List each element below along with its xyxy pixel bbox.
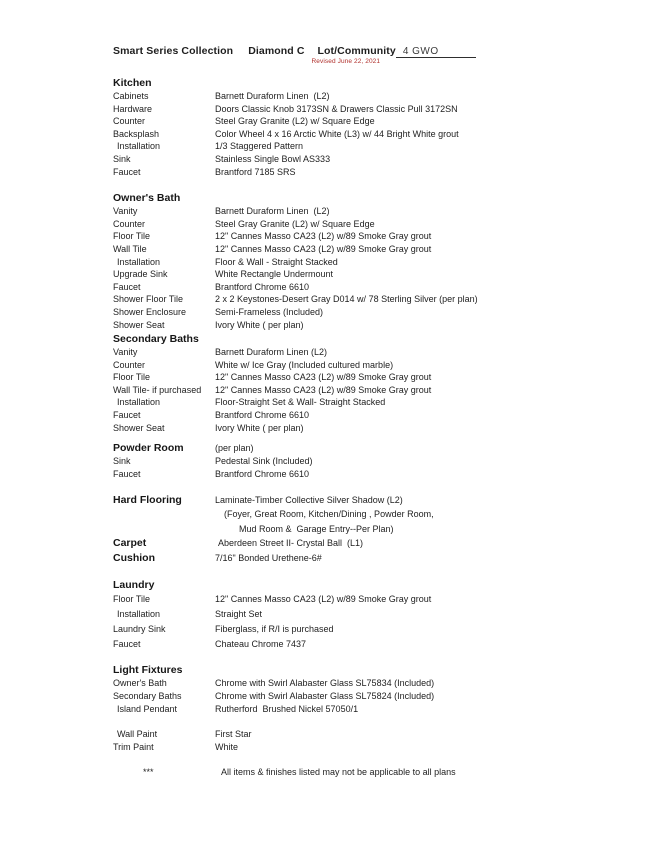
row-label: Counter [113, 359, 146, 370]
row-label: Owner's Bath [113, 678, 167, 689]
row-value: 7/16" Bonded Urethene-6# [215, 552, 322, 563]
section-inline-value: (per plan) [215, 443, 254, 454]
row-value: 12" Cannes Masso CA23 (L2) w/89 Smoke Gray grout [215, 231, 432, 242]
spec-row [113, 551, 614, 565]
row-value: Stainless Single Bowl AS333 [215, 153, 331, 164]
section-title-row [113, 578, 614, 592]
spec-row [113, 243, 614, 256]
spec-row [113, 607, 614, 622]
row-label: Shower Floor Tile [113, 294, 184, 305]
row-label: Counter [113, 116, 146, 127]
spec-row [113, 90, 614, 103]
revised-note: Revised June 22, 2021 [311, 58, 381, 65]
row-value: Color Wheel 4 x 16 Arctic White (L3) w/ 44 Bright White grout [215, 128, 459, 139]
row-label: Hardware [113, 103, 153, 114]
row-value: Doors Classic Knob 3173SN & Drawers Classic Pull 3172SN [215, 103, 458, 114]
row-value: Barnett Duraform Linen (L2) [215, 91, 330, 101]
row-value: Brantford Chrome 6610 [215, 410, 310, 421]
row-label [113, 507, 215, 521]
section-powder-room [113, 441, 614, 480]
spec-row [113, 396, 614, 409]
row-label: Cabinets [113, 91, 149, 101]
row-value: 12" Cannes Masso CA23 (L2) w/89 Smoke Gray grout [215, 594, 432, 605]
spec-row [113, 115, 614, 128]
row-label: Wall Tile [113, 243, 147, 254]
row-value: First Star [215, 728, 252, 739]
spec-row [113, 384, 614, 397]
spec-row [113, 140, 614, 153]
spec-row [113, 205, 614, 218]
spec-row [113, 409, 614, 422]
spec-row [113, 741, 614, 754]
spec-row [113, 690, 614, 703]
row-value: 2 x 2 Keystones-Desert Gray D014 w/ 78 Sterling Silver (per plan) [215, 294, 478, 305]
spec-row [113, 166, 614, 179]
row-label: Floor Tile [113, 372, 151, 383]
section-paint [113, 728, 614, 755]
model-name: Diamond C [248, 45, 305, 57]
row-value: White [215, 742, 239, 753]
row-label: Vanity [113, 347, 138, 358]
row-label: Counter [113, 218, 146, 229]
row-label: Wall Tile- if purchased [113, 384, 202, 395]
section-title: Laundry [113, 579, 155, 592]
row-label: Installation [117, 397, 161, 408]
row-value: Brantford 7185 SRS [215, 166, 296, 177]
row-label: Installation [117, 256, 161, 267]
row-value: Straight Set [215, 609, 263, 620]
row-value: Rutherford Brushed Nickel 57050/1 [215, 704, 359, 715]
spec-row [113, 293, 614, 306]
row-label: Upgrade Sink [113, 269, 168, 280]
lot-community-label: Lot/Community [317, 45, 396, 57]
spec-row [113, 507, 614, 521]
section-light-fixtures [113, 663, 614, 717]
row-value: Fiberglass, if R/I is purchased [215, 624, 334, 635]
section-laundry [113, 578, 614, 652]
spec-row [113, 256, 614, 269]
row-label: Trim Paint [113, 742, 154, 753]
row-value: White Rectangle Undermount [215, 269, 334, 280]
row-value: Barnett Duraform Linen (L2) [215, 347, 328, 358]
section-title-row [113, 663, 614, 677]
spec-row [113, 306, 614, 319]
lot-community-field [311, 45, 476, 65]
section-title: Owner's Bath [113, 192, 181, 205]
section-title-row [113, 332, 614, 346]
row-value: 12" Cannes Masso CA23 (L2) w/89 Smoke Gray grout [215, 372, 432, 383]
row-label: Cushion [113, 551, 155, 564]
spec-row [113, 281, 614, 294]
lot-community-entry: 4 GWO [402, 46, 439, 57]
section-title-row [113, 191, 614, 205]
spec-row [113, 268, 614, 281]
collection-title: Smart Series Collection [113, 45, 234, 57]
row-value: Ivory White ( per plan) [215, 422, 304, 433]
section-title: Kitchen [113, 77, 152, 89]
row-label: Faucet [113, 410, 141, 421]
spec-sections [113, 76, 614, 754]
row-value: Semi-Frameless (Included) [215, 306, 324, 317]
section-title-row [113, 76, 614, 90]
row-value: Mud Room & Garage Entry--Per Plan) [239, 523, 394, 534]
row-value: Floor & Wall - Straight Stacked [215, 256, 338, 267]
section-owners-bath [113, 191, 614, 331]
row-label: Faucet [113, 639, 141, 650]
row-value: Steel Gray Granite (L2) w/ Square Edge [215, 218, 375, 229]
spec-row [113, 728, 614, 741]
row-value: Brantford Chrome 6610 [215, 281, 310, 292]
row-label: Backsplash [113, 128, 160, 139]
footnote-text: All items & finishes listed may not be applicable to all plans [221, 767, 456, 778]
row-label: Island Pendant [117, 704, 178, 715]
spec-row [113, 371, 614, 384]
row-value: Ivory White ( per plan) [215, 319, 304, 330]
spec-row [113, 422, 614, 435]
spec-row [113, 128, 614, 141]
row-label [113, 522, 215, 536]
row-label: Vanity [113, 206, 138, 217]
row-label: Faucet [113, 468, 141, 479]
document-header [113, 45, 614, 65]
spec-row [113, 703, 614, 716]
row-value: Floor-Straight Set & Wall- Straight Stacked [215, 397, 386, 408]
spec-row [113, 536, 614, 550]
lot-community-blank-line [396, 46, 476, 58]
row-value: Barnett Duraform Linen (L2) [215, 206, 330, 217]
section-title-row [113, 493, 614, 507]
row-value: Chrome with Swirl Alabaster Glass SL75834 (Included) [215, 678, 435, 689]
section-title: Secondary Baths [113, 333, 199, 346]
spec-row [113, 319, 614, 332]
spec-row [113, 677, 614, 690]
row-value: Chateau Chrome 7437 [215, 639, 307, 650]
row-label: Faucet [113, 281, 141, 292]
row-label: Carpet [113, 537, 147, 550]
spec-row [113, 218, 614, 231]
row-label: Floor Tile [113, 594, 151, 605]
spec-row [113, 153, 614, 166]
row-value: Aberdeen Street II- Crystal Ball (L1) [218, 538, 364, 549]
row-label: Installation [117, 609, 161, 620]
row-label: Secondary Baths [113, 691, 182, 702]
row-label: Shower Enclosure [113, 306, 187, 317]
footnote-stars: *** [143, 767, 154, 778]
row-label: Sink [113, 456, 131, 467]
row-value: 12" Cannes Masso CA23 (L2) w/89 Smoke Gray grout [215, 384, 432, 395]
section-secondary-baths [113, 332, 614, 434]
row-value: White w/ Ice Gray (Included cultured marble) [215, 359, 394, 370]
section-inline-value: Laminate-Timber Collective Silver Shadow (L2) [215, 495, 403, 506]
row-label: Faucet [113, 166, 141, 177]
row-value: Steel Gray Granite (L2) w/ Square Edge [215, 116, 375, 127]
spec-row [113, 455, 614, 468]
spec-row [113, 592, 614, 607]
spec-row [113, 637, 614, 652]
row-label: Wall Paint [117, 728, 158, 739]
row-label: Shower Seat [113, 422, 165, 433]
spec-row [113, 346, 614, 359]
row-label: Floor Tile [113, 231, 151, 242]
section-title: Light Fixtures [113, 664, 183, 677]
row-value: Brantford Chrome 6610 [215, 468, 310, 479]
section-hard-flooring [113, 493, 614, 565]
row-value: 12" Cannes Masso CA23 (L2) w/89 Smoke Gray grout [215, 243, 432, 254]
spec-row [113, 468, 614, 481]
row-value: Pedestal Sink (Included) [215, 456, 313, 467]
row-label: Shower Seat [113, 319, 165, 330]
section-title: Hard Flooring [113, 494, 182, 507]
row-value: Chrome with Swirl Alabaster Glass SL75824 (Included) [215, 691, 435, 702]
spec-row [113, 522, 614, 536]
section-kitchen [113, 76, 614, 178]
row-label: Sink [113, 153, 131, 164]
section-title-row [113, 441, 614, 455]
row-label: Laundry Sink [113, 624, 166, 635]
spec-row [113, 359, 614, 372]
row-value: (Foyer, Great Room, Kitchen/Dining , Powder Room, [224, 509, 434, 520]
row-value: 1/3 Staggered Pattern [215, 141, 304, 152]
spec-row [113, 622, 614, 637]
spec-row [113, 103, 614, 116]
section-title: Powder Room [113, 442, 184, 455]
spec-row [113, 230, 614, 243]
footer-note-row [113, 766, 614, 779]
row-label: Installation [117, 141, 161, 152]
